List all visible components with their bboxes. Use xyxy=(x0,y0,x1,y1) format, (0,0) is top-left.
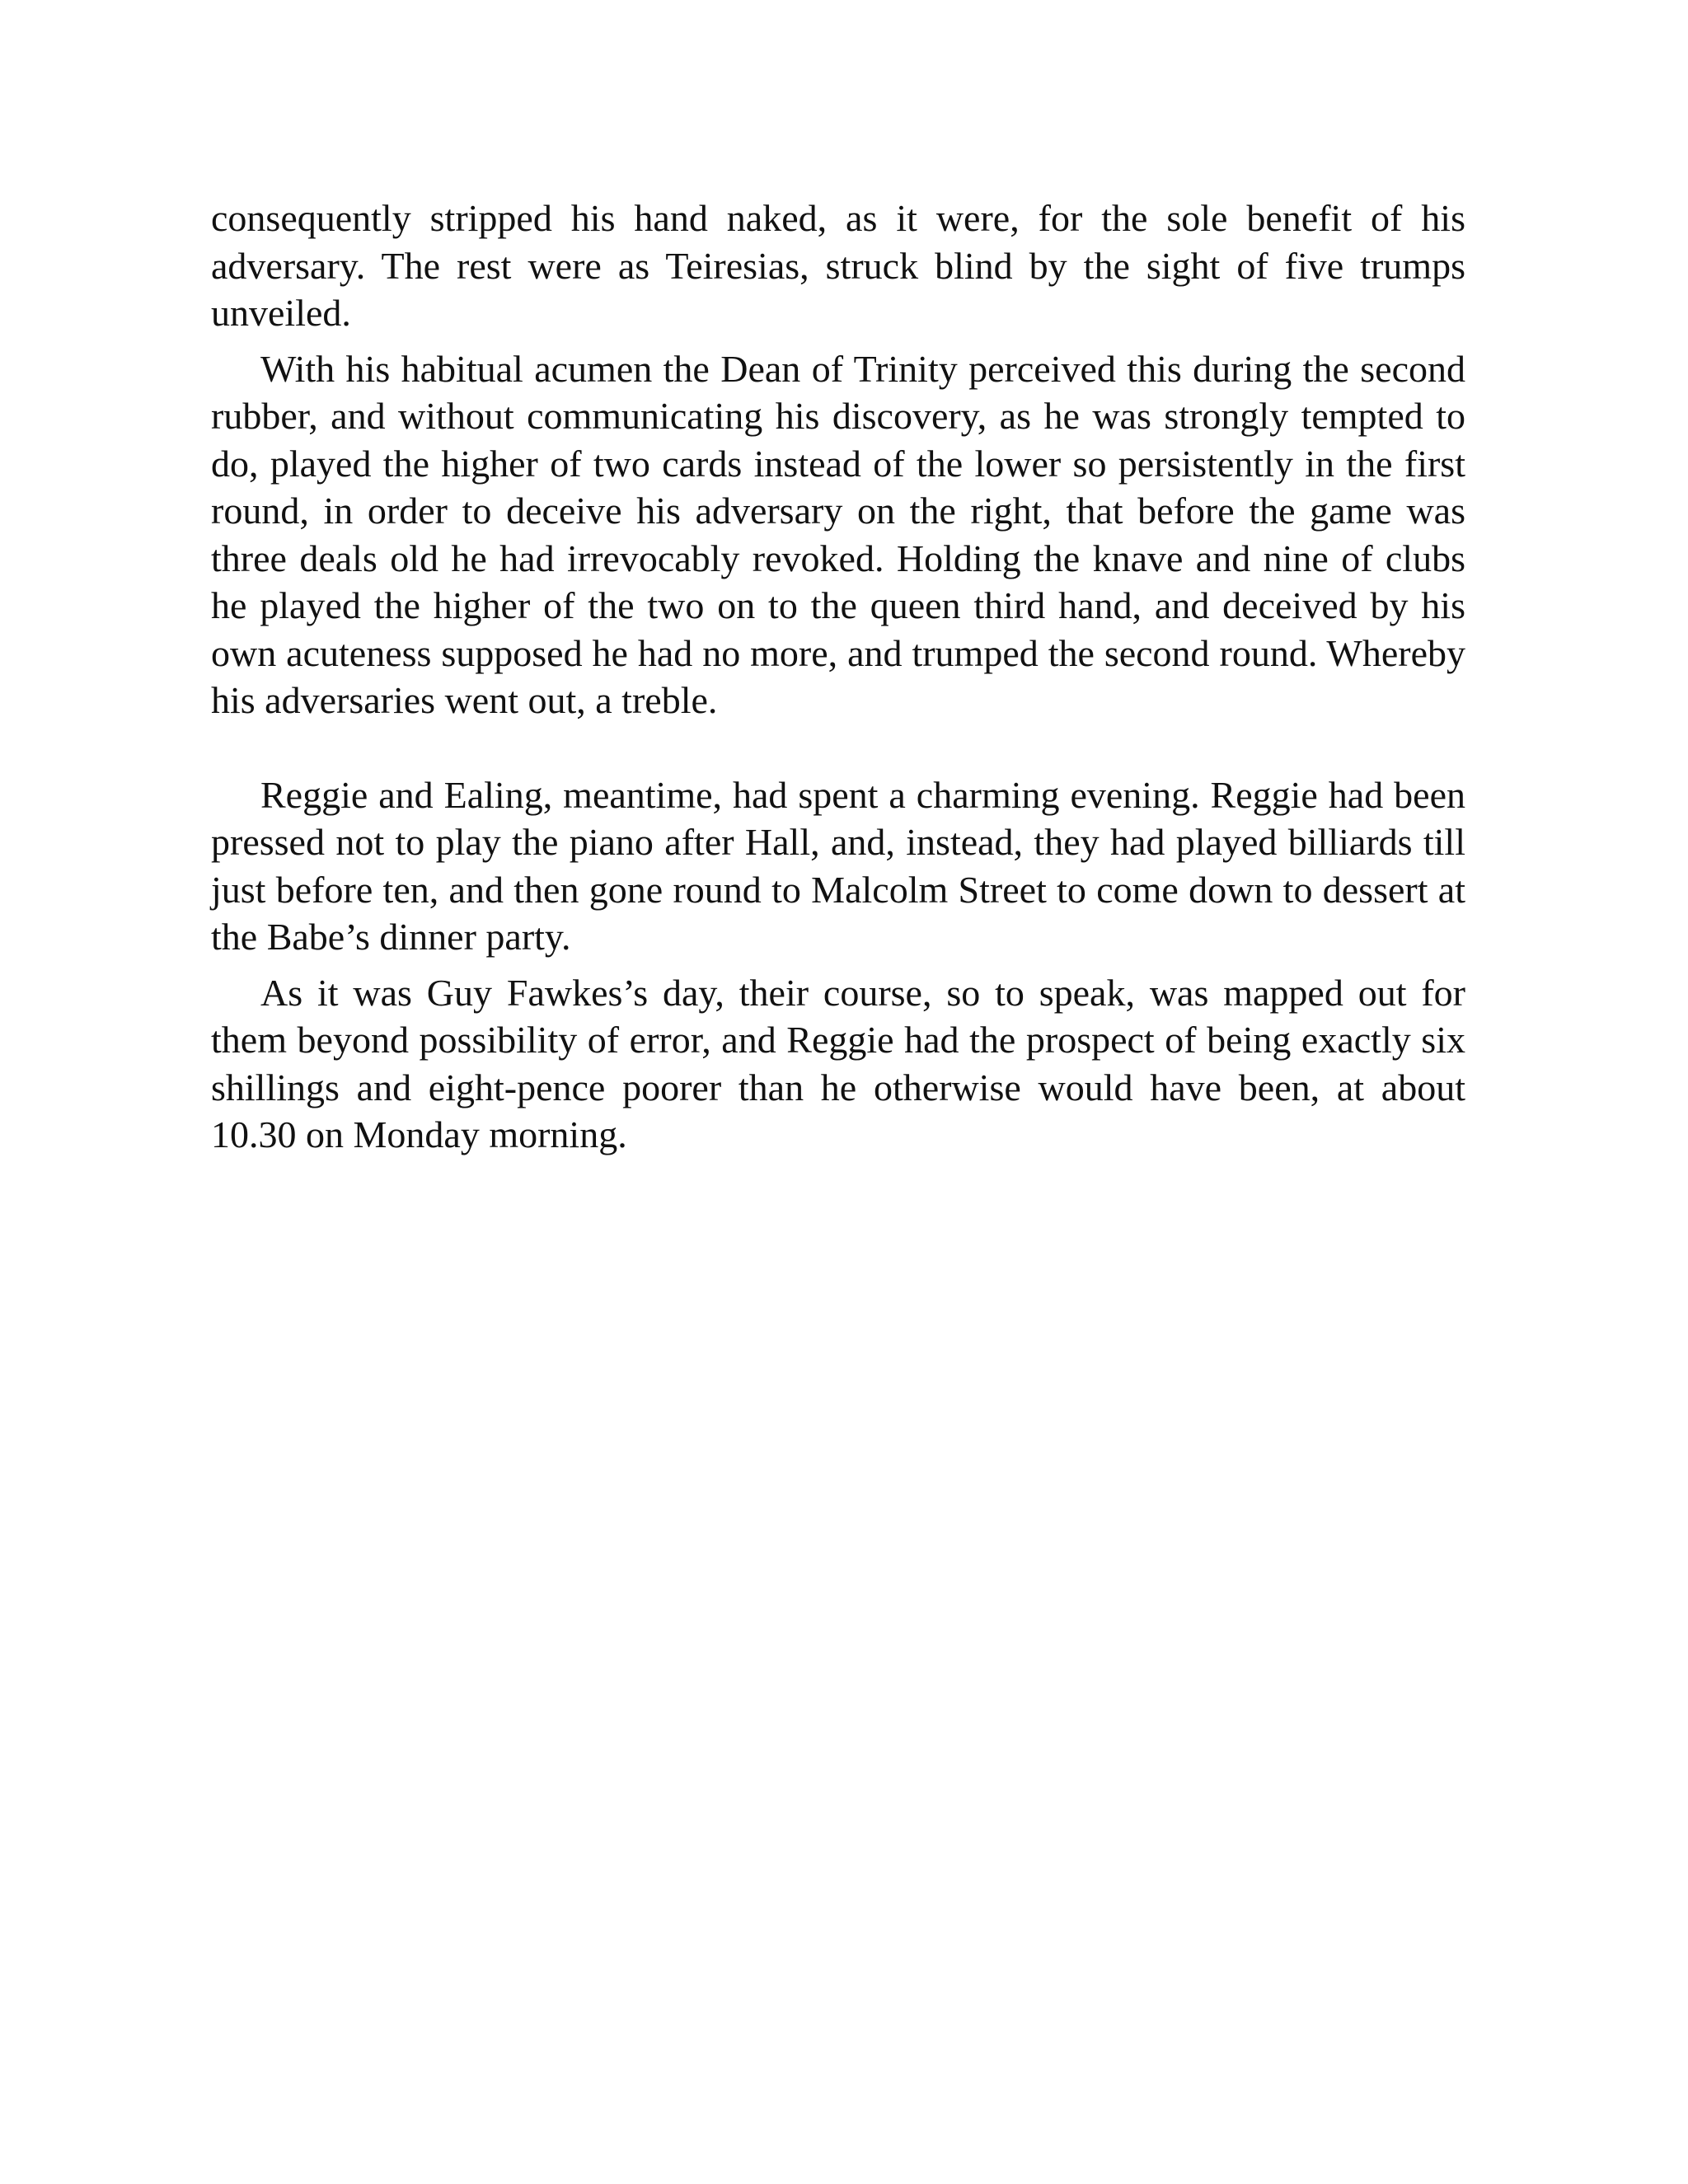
paragraph-reggie-and-ealing: Reggie and Ealing, meantime, had spent a charming evening. Reggie had been pressed not to play the piano after Hall, and, instead, they had played billiards till just before ten, and then gone round to Malcolm Street to come down to dessert at the Babe’s dinner party. xyxy=(211,773,1465,958)
paragraph-guy-fawkes-day: As it was Guy Fawkes’s day, their course, so to speak, was mapped out for them beyond possibility of error, and Reggie had the prospect of being exactly six shillings and eight-pence poorer than he otherwise would have been, at about 10.30 on Monday morning. xyxy=(211,971,1465,1155)
section-2 xyxy=(211,771,1465,1159)
paragraph-dean-of-trinity: With his habitual acumen the Dean of Trinity perceived this during the second rubber, and without communicating his discovery, as he was strongly tempted to do, played the higher of two cards instead of the lower so persistently in the first round, in order to deceive his adversary on the right, that before the game was three deals old he had irrevocably revoked. Holding the knave and nine of clubs he played the higher of the two on to the queen third hand, and deceived by his own acuteness supposed he had no more, and trumped the second round. Whereby his adversaries went out, a treble. xyxy=(211,347,1465,721)
paragraph-continuation: consequently stripped his hand naked, as it were, for the sole benefit of his adversary. The rest were as Teiresias, struck blind by the sight of five trumps unveiled. xyxy=(211,197,1465,334)
document-page xyxy=(211,194,1465,1159)
section-break xyxy=(211,724,1465,771)
section-1 xyxy=(211,194,1465,724)
